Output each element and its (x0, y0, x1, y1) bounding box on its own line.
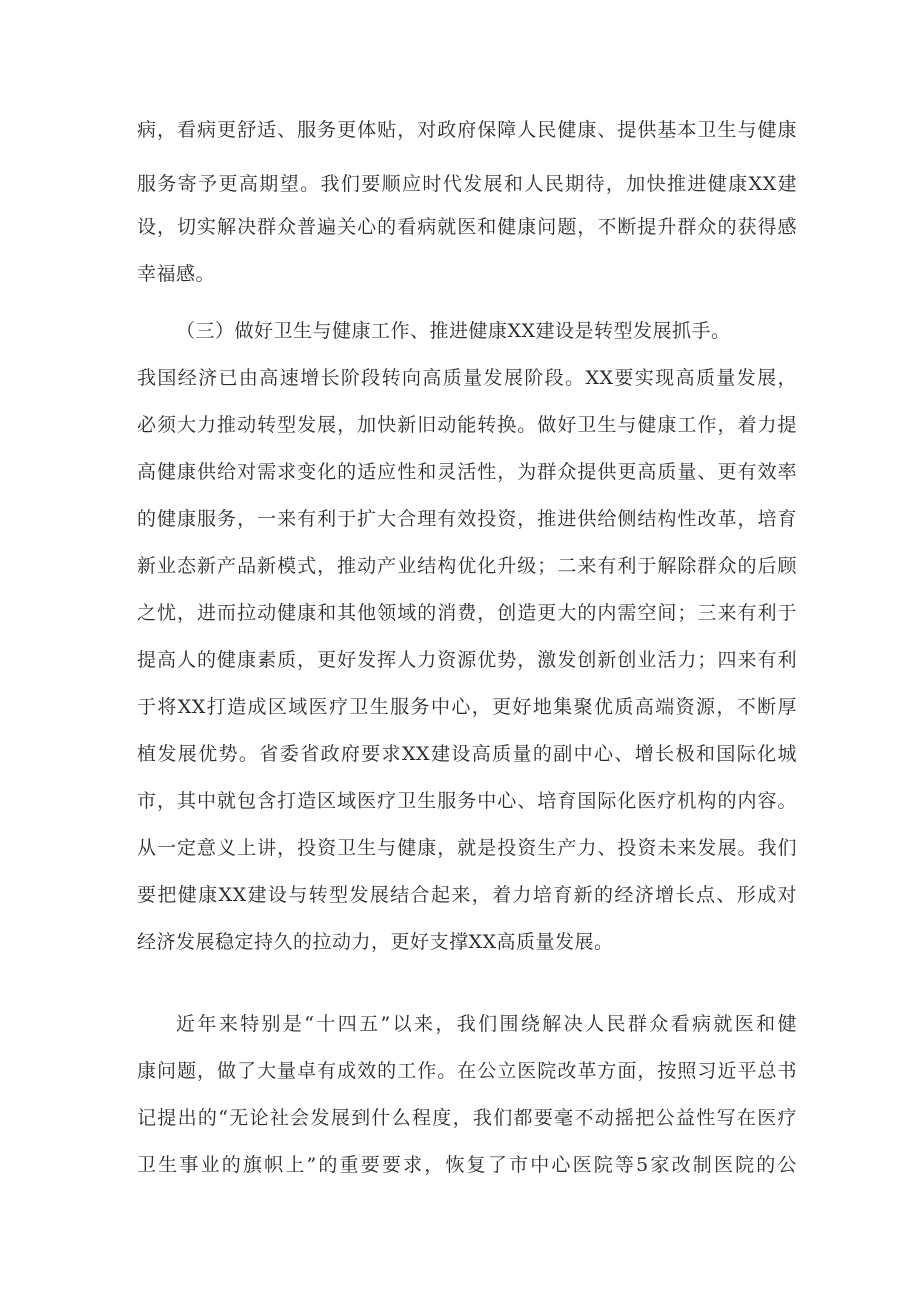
paragraph-2-line-4: 的健康服务，一来有利于扩大合理有效投资，推进供给侧结构性改革，培育 (137, 508, 797, 530)
paragraph-2-line-10: 市，其中就包含打造区域医疗卫生服务中心、培育国际化医疗机构的内容。 (137, 790, 797, 812)
paragraph-2-line-11: 从一定意义上讲，投资卫生与健康，就是投资生产力、投资未来发展。我们 (137, 837, 797, 859)
paragraph-2-line-5: 新业态新产品新模式，推动产业结构优化升级；二来有利于解除群众的后顾 (137, 555, 797, 577)
paragraph-1-line-1: 病，看病更舒适、服务更体贴，对政府保障人民健康、提供基本卫生与健康 (137, 119, 797, 141)
paragraph-3-line-1: 近年来特别是“十四五”以来，我们围绕解决人民群众看病就医和健 (176, 1013, 797, 1035)
paragraph-2-line-1: 我国经济已由高速增长阶段转向高质量发展阶段。XX要实现高质量发展， (137, 367, 797, 389)
paragraph-2-line-8: 于将XX打造成区域医疗卫生服务中心，更好地集聚优质高端资源，不断厚 (137, 696, 797, 718)
paragraph-2-line-13: 经济发展稳定持久的拉动力，更好支撑XX高质量发展。 (137, 931, 614, 953)
paragraph-2-line-7: 提高人的健康素质，更好发挥人力资源优势，激发创新创业活力；四来有利 (137, 649, 797, 671)
paragraph-2-line-2: 必须大力推动转型发展，加快新旧动能转换。做好卫生与健康工作，着力提 (137, 414, 797, 436)
paragraph-3-line-4: 卫生事业的旗帜上”的重要要求，恢复了市中心医院等5家改制医院的公 (137, 1154, 797, 1176)
paragraph-2-line-12: 要把健康XX建设与转型发展结合起来，着力培育新的经济增长点、形成对 (137, 884, 797, 906)
section-heading: （三）做好卫生与健康工作、推进健康XX建设是转型发展抓手。 (176, 320, 731, 342)
paragraph-2-line-6: 之忧，进而拉动健康和其他领域的消费，创造更大的内需空间；三来有利于 (137, 602, 797, 624)
paragraph-1-line-2: 服务寄予更高期望。我们要顺应时代发展和人民期待，加快推进健康XX建 (137, 173, 797, 195)
paragraph-1-line-3: 设，切实解决群众普遍关心的看病就医和健康问题，不断提升群众的获得感 (137, 216, 797, 238)
paragraph-2-line-9: 植发展优势。省委省政府要求XX建设高质量的副中心、增长极和国际化城 (137, 743, 797, 765)
paragraph-2-line-3: 高健康供给对需求变化的适应性和灵活性，为群众提供更高质量、更有效率 (137, 461, 797, 483)
paragraph-3-line-3: 记提出的“无论社会发展到什么程度，我们都要毫不动摇把公益性写在医疗 (137, 1107, 797, 1129)
paragraph-1-line-4: 幸福感。 (137, 263, 216, 285)
paragraph-3-line-2: 康问题，做了大量卓有成效的工作。在公立医院改革方面，按照习近平总书 (137, 1060, 797, 1082)
